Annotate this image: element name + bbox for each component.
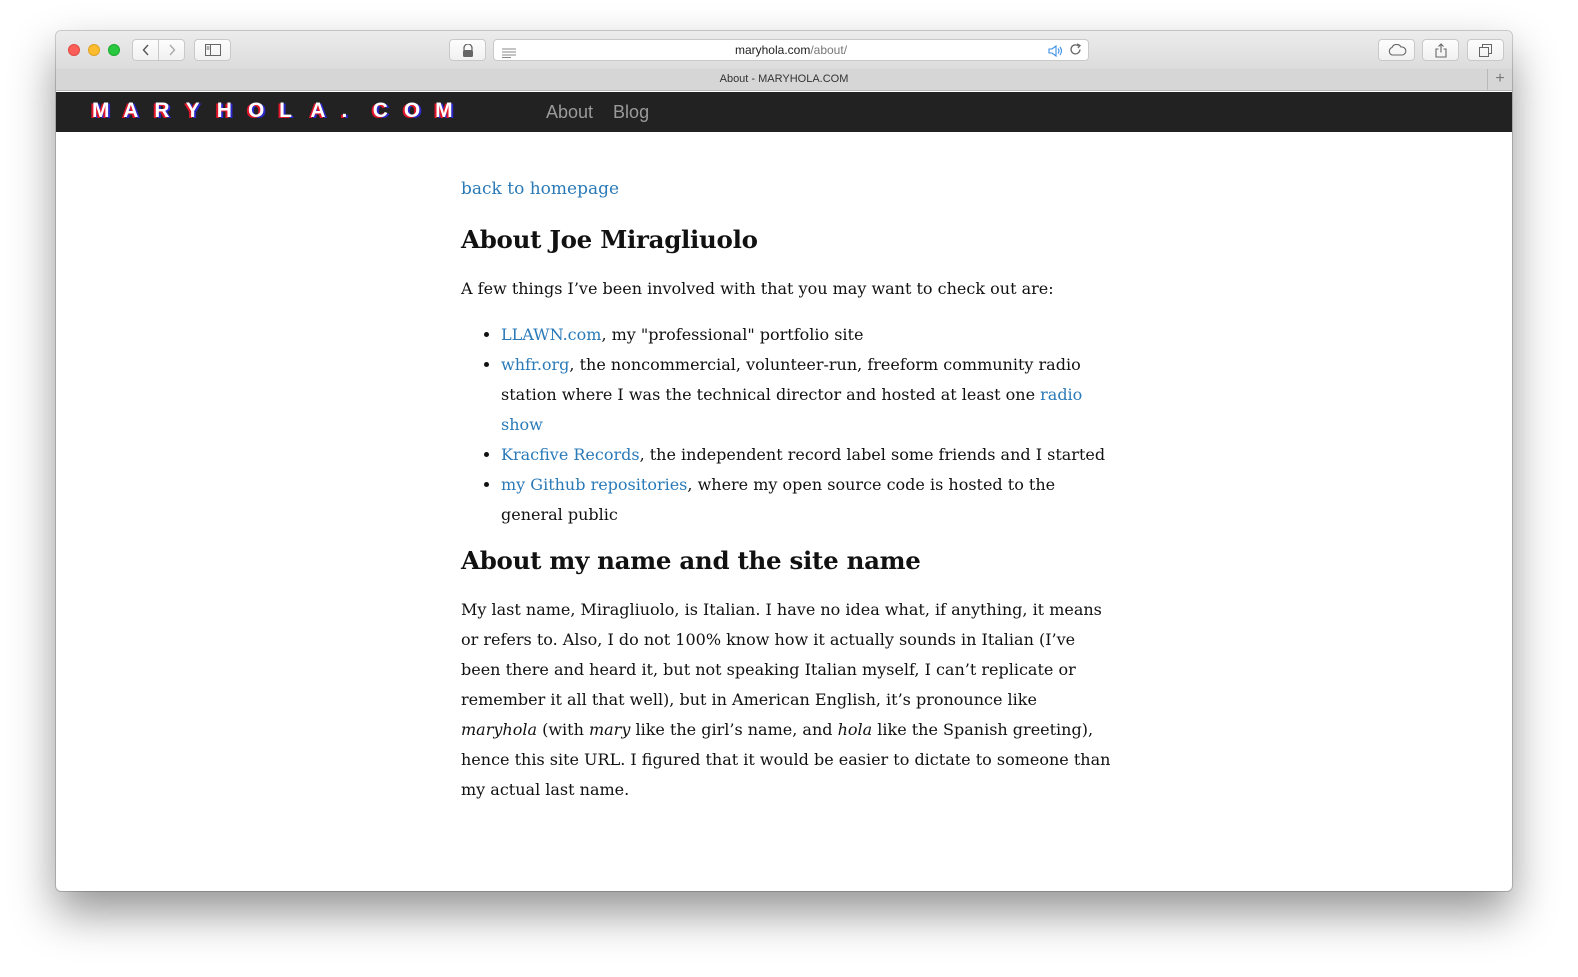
privacy-icon[interactable]: [449, 39, 486, 61]
tabs-icon[interactable]: [1467, 39, 1504, 61]
section-heading: About my name and the site name: [461, 546, 921, 575]
zoom-window-icon[interactable]: [108, 44, 120, 56]
list-item: [501, 470, 1111, 530]
logo-letter: C: [372, 99, 388, 122]
logo-letter: A: [123, 99, 139, 122]
logo-letter: .: [341, 99, 348, 122]
whfr-link[interactable]: whfr.org: [501, 355, 570, 374]
github-repositories-link[interactable]: my Github repositories: [501, 475, 688, 494]
site-logo[interactable]: [92, 99, 466, 123]
new-tab-icon[interactable]: +: [1487, 69, 1512, 90]
logo-letter: O: [403, 99, 421, 122]
audio-icon[interactable]: [1048, 44, 1064, 62]
sidebar-icon[interactable]: [194, 39, 231, 61]
logo-letter: A: [310, 99, 326, 122]
url-host: maryhola.com: [734, 43, 811, 57]
para-text: (with: [537, 720, 589, 739]
logo-letter: Y: [185, 99, 200, 122]
intro-text: A few things I’ve been involved with that you may want to check out are:: [461, 279, 1054, 298]
back-to-homepage-link[interactable]: back to homepage: [461, 179, 620, 199]
address-url: [494, 43, 1088, 57]
involvement-list: [461, 320, 1111, 530]
share-icon[interactable]: [1422, 39, 1459, 61]
browser-toolbar: [56, 31, 1512, 70]
browser-window: [56, 31, 1512, 891]
logo-letter: L: [279, 99, 292, 122]
llawn-link[interactable]: LLAWN.com: [501, 325, 602, 344]
url-path: /about/: [810, 43, 848, 57]
tab-bar: [56, 69, 1512, 91]
list-item: [501, 440, 1111, 470]
para-emphasis: maryhola: [461, 720, 537, 739]
list-item-text: , the noncommercial, volunteer-run, freeform community radio station where I was the technical director and hosted at least one: [501, 355, 1081, 404]
close-window-icon[interactable]: [68, 44, 80, 56]
page-content: [461, 179, 1111, 805]
nav-link-about[interactable]: About: [546, 102, 594, 122]
para-text: My last name, Miragliuolo, is Italian. I have no idea what, if anything, it means or refers to. Also, I do not 100% know how it actually sounds in Italian (I’ve been there and heard it, but not speaking Italian myself, I can’t replicate or remember it all that well), but in American English, it’s pronounce like: [461, 600, 1102, 709]
icloud-icon[interactable]: [1378, 39, 1415, 61]
list-item: [501, 350, 1111, 440]
history-nav: [132, 39, 185, 61]
back-arrow-icon[interactable]: [133, 40, 159, 60]
kracfive-records-link[interactable]: Kracfive Records: [501, 445, 640, 464]
nav-link-blog[interactable]: Blog: [613, 102, 650, 122]
para-text: like the Spanish greeting), hence this site URL. I figured that it would be easier to dictate to someone than my actual last name.: [461, 720, 1111, 799]
list-item-text: , where my open source code is hosted to the general public: [501, 475, 1056, 524]
list-item-text: , my "professional" portfolio site: [601, 325, 864, 344]
logo-letter: H: [216, 99, 232, 122]
para-emphasis: hola: [837, 720, 873, 739]
para-emphasis: mary: [588, 720, 631, 739]
reload-icon[interactable]: [1069, 43, 1082, 61]
list-item: [501, 320, 1111, 350]
logo-letter: R: [154, 99, 170, 122]
tab-title[interactable]: About - MARYHOLA.COM: [719, 73, 849, 85]
para-text: like the girl’s name, and: [630, 720, 838, 739]
forward-arrow-icon[interactable]: [159, 40, 184, 60]
name-paragraph: [461, 595, 1111, 805]
logo-letter: O: [247, 99, 265, 122]
address-bar[interactable]: [493, 39, 1089, 61]
logo-letter: M: [435, 99, 453, 122]
list-item-text: , the independent record label some friends and I started: [639, 445, 1106, 464]
site-nav-links: [546, 102, 649, 123]
logo-letter: M: [92, 99, 110, 122]
site-navbar: [56, 92, 1512, 132]
minimize-window-icon[interactable]: [88, 44, 100, 56]
radio-show-link[interactable]: radio show: [501, 385, 1083, 434]
page-title: About Joe Miragliuolo: [461, 225, 758, 254]
